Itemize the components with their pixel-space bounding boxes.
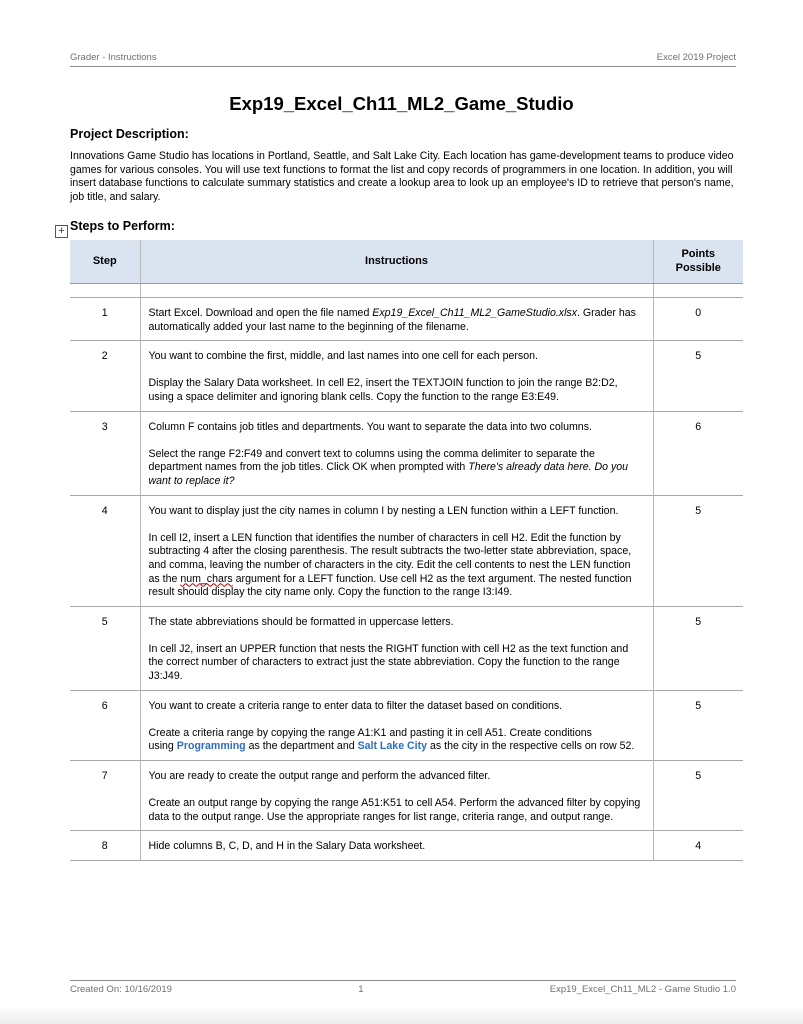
steps-heading: Steps to Perform: [70,219,175,233]
project-description-heading: Project Description: [70,127,189,141]
step-instructions: You want to combine the first, middle, and last names into one cell for each person. Display the Salary Data worksheet. In cell E2, insert the TEXTJOIN function to join the range B2:D2, using a space delimiter and ignoring blank cells. Copy the function to the range E3:E49. [140,341,653,411]
footer-created: Created On: 10/16/2019 [70,984,172,995]
step-points: 5 [653,341,743,411]
step-number: 1 [70,298,140,341]
page-footer [70,980,736,995]
header-step: Step [70,240,140,284]
step-points: 4 [653,831,743,861]
header-right: Excel 2019 Project [656,52,736,63]
step-number: 6 [70,690,140,760]
prompt-text: There's already data here. Do you want to replace it? [148,461,629,487]
step-number: 4 [70,495,140,606]
step-points: 0 [653,298,743,341]
header-points: Points Possible [653,240,743,284]
table-row [70,298,743,341]
footer-doc-name: Exp19_Excel_Ch11_ML2 - Game Studio 1.0 [549,984,736,995]
step-points: 5 [653,690,743,760]
step-instructions: The state abbreviations should be formatted in uppercase letters. In cell J2, insert an UPPER function that nests the RIGHT function with cell H2 as the text function and the correct number of characters to extract just the state abbreviation. Copy the function to the range J3:J49. [140,606,653,690]
table-row [70,831,743,861]
table-row [70,341,743,411]
table-header-row [70,240,743,284]
step-instructions: You are ready to create the output range and perform the advanced filter. Create an output range by copying the range A51:K51 to cell A54. Perform the advanced filter by copying data to the output range. Use the appropriate ranges for list range, criteria range, and output range. [140,761,653,831]
table-row [70,606,743,690]
step-instructions: Start Excel. Download and open the file named Exp19_Excel_Ch11_ML2_GameStudio.xlsx. Grader has automatically added your last name to the beginning of the filename. [140,298,653,341]
step-instructions: Column F contains job titles and departments. You want to separate the data into two columns. Select the range F2:F49 and convert text to columns using the comma delimiter to separate the department names from the job titles. Click OK when prompted with There's already data here. Do you want to replace it? [140,411,653,495]
department-value: Programming [176,740,246,753]
step-number: 7 [70,761,140,831]
footer-page-number: 1 [358,984,364,995]
project-description-text: Innovations Game Studio has locations in Portland, Seattle, and Salt Lake City. Each location has game-development teams to produce video games for various consoles. You will use text functions to format the list and copy records of programmers in one location. In addition, you will insert database functions to calculate summary statistics and create a lookup area to look up an employee's ID to retrieve that person's name, job title, and salary. [70,150,734,203]
step-number: 2 [70,341,140,411]
step-points: 6 [653,411,743,495]
page-header [70,52,736,67]
step-instructions: Hide columns B, C, D, and H in the Salary Data worksheet. [140,831,653,861]
header-instructions: Instructions [140,240,653,284]
table-row [70,761,743,831]
table-row [70,690,743,760]
steps-table [70,240,743,861]
step-instructions: You want to create a criteria range to enter data to filter the dataset based on conditions. Create a criteria range by copying the range A1:K1 and pasting it in cell A51. Create conditions using Programming as the department and Salt Lake City as the city in the respective cells on row 52. [140,690,653,760]
file-name: Exp19_Excel_Ch11_ML2_GameStudio.xlsx [372,307,578,319]
table-row [70,495,743,606]
page-bottom-shadow [0,1006,803,1024]
header-left: Grader - Instructions [70,52,157,63]
table-row [70,411,743,495]
document-title: Exp19_Excel_Ch11_ML2_Game_Studio [229,93,574,114]
step-instructions: You want to display just the city names in column I by nesting a LEN function within a LEFT function. In cell I2, insert a LEN function that identifies the number of characters in cell H2. Edit the function by subtracting 4 after the closing parenthesis. The result subtracts the two-letter state abbreviation, space, and comma, leaving the number of characters in the city. Edit the cell contents to nest the LEN function as the num_chars argument for a LEFT function. Use cell H2 as the text argument. The nested function result should display the city name only. Copy the function to the range I3:I49. [140,495,653,606]
step-number: 5 [70,606,140,690]
step-points: 5 [653,606,743,690]
step-points: 5 [653,495,743,606]
table-move-handle-icon[interactable]: + [55,225,68,238]
step-number: 3 [70,411,140,495]
step-number: 8 [70,831,140,861]
city-value: Salt Lake City [357,740,428,753]
step-points: 5 [653,761,743,831]
argument-name: num_chars [180,572,233,585]
